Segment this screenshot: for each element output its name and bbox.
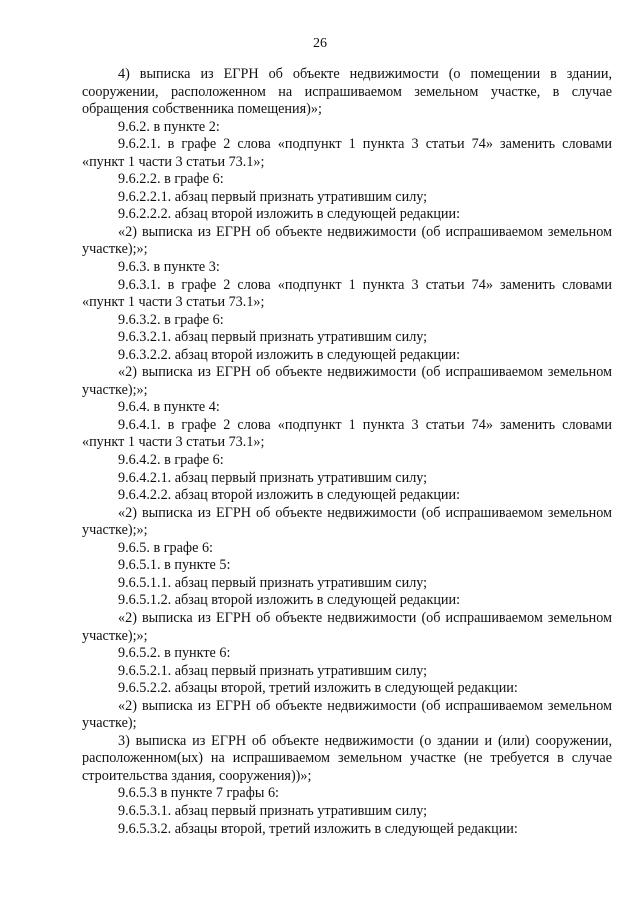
- paragraph: «2) выписка из ЕГРН об объекте недвижимости (об испрашиваемом земельном участке);»;: [82, 364, 612, 398]
- page-number: 26: [313, 36, 327, 51]
- paragraph: 9.6.4.1. в графе 2 слова «подпункт 1 пункта 3 статьи 74» заменить словами «пункт 1 части 3 статьи 73.1»;: [82, 416, 612, 451]
- paragraph: 9.6.5.3.2. абзацы второй, третий изложить в следующей редакции:: [118, 820, 518, 837]
- paragraph: 9.6.5.2. в пункте 6:: [118, 645, 231, 662]
- paragraph: 9.6.3.1. в графе 2 слова «подпункт 1 пункта 3 статьи 74» заменить словами «пункт 1 части 3 статьи 73.1»;: [82, 276, 612, 311]
- paragraph: 9.6.4.2.2. абзац второй изложить в следующей редакции:: [118, 487, 461, 504]
- paragraph: 9.6.3. в пункте 3:: [118, 259, 220, 276]
- paragraph: 9.6.4. в пункте 4:: [118, 399, 220, 416]
- paragraph: 9.6.5. в графе 6:: [118, 539, 213, 556]
- paragraph: 9.6.4.2.1. абзац первый признать утратившим силу;: [118, 469, 428, 486]
- paragraph: 9.6.2.2.1. абзац первый признать утратившим силу;: [118, 188, 428, 205]
- paragraph: «2) выписка из ЕГРН об объекте недвижимости (об испрашиваемом земельном участке);: [82, 697, 612, 732]
- paragraph: 9.6.2. в пункте 2:: [118, 118, 220, 135]
- paragraph: «2) выписка из ЕГРН об объекте недвижимости (об испрашиваемом земельном участке);»;: [82, 223, 612, 258]
- paragraph: «2) выписка из ЕГРН об объекте недвижимости (об испрашиваемом земельном участке);»;: [82, 609, 612, 644]
- paragraph: 9.6.5.3.1. абзац первый признать утратившим силу;: [118, 802, 428, 819]
- paragraph: 9.6.5.2.2. абзацы второй, третий изложить в следующей редакции:: [118, 680, 518, 697]
- paragraph: 9.6.5.1. в пункте 5:: [118, 557, 231, 574]
- paragraph: 3) выписка из ЕГРН об объекте недвижимости (о здании и (или) сооружении, расположенном(ых) на испрашиваемом земельном участке (не требуется в случае строительства здания, сооружения))»;: [82, 732, 612, 784]
- paragraph: 9.6.2.1. в графе 2 слова «подпункт 1 пункта 3 статьи 74» заменить словами «пункт 1 части 3 статьи 73.1»;: [82, 136, 612, 170]
- paragraph: 9.6.5.2.1. абзац первый признать утратившим силу;: [118, 662, 428, 679]
- paragraph: 9.6.5.1.2. абзац второй изложить в следующей редакции:: [118, 592, 461, 609]
- paragraph: «2) выписка из ЕГРН об объекте недвижимости (об испрашиваемом земельном участке);»;: [82, 504, 612, 539]
- paragraph: 9.6.4.2. в графе 6:: [118, 452, 224, 469]
- paragraph: 9.6.3.2.1. абзац первый признать утратившим силу;: [118, 329, 428, 346]
- paragraph: 9.6.3.2.2. абзац второй изложить в следующей редакции:: [118, 346, 461, 363]
- document-body: [82, 66, 612, 838]
- paragraph: 4) выписка из ЕГРН об объекте недвижимости (о помещении в здании, сооружении, расположенном на испрашиваемом земельном участке, в случае обращения собственника помещения)»;: [82, 66, 612, 118]
- paragraph: 9.6.2.2.2. абзац второй изложить в следующей редакции:: [118, 206, 461, 223]
- paragraph: 9.6.3.2. в графе 6:: [118, 311, 224, 328]
- paragraph: 9.6.5.3 в пункте 7 графы 6:: [118, 785, 279, 802]
- paragraph: 9.6.2.2. в графе 6:: [118, 171, 224, 188]
- paragraph: 9.6.5.1.1. абзац первый признать утратившим силу;: [118, 574, 428, 591]
